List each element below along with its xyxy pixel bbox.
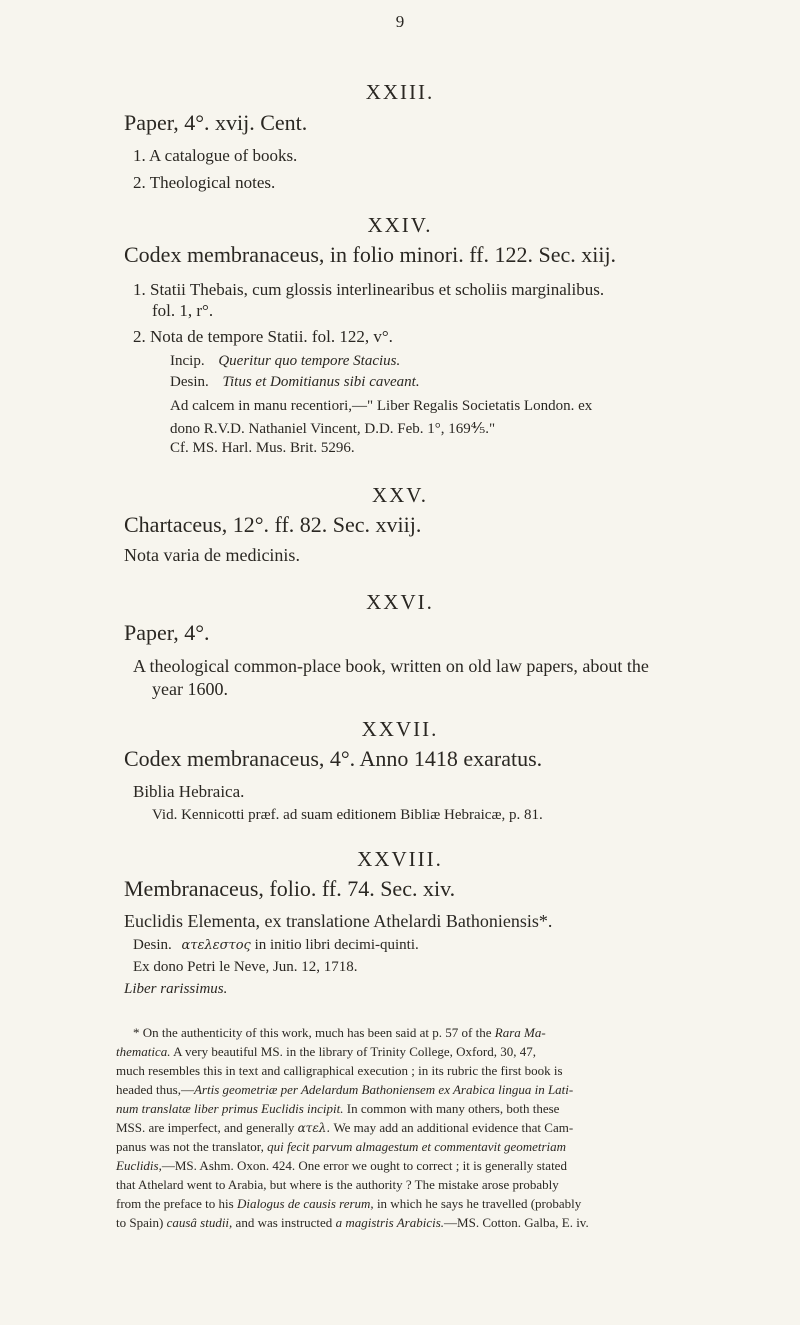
page-number: 9 bbox=[395, 12, 405, 31]
section-numeral: XXVIII. bbox=[357, 847, 443, 871]
incipit-label: Incip. bbox=[170, 353, 205, 369]
footnote-text: from the preface to his bbox=[116, 1196, 234, 1211]
desinit-line bbox=[133, 937, 419, 954]
footnote-line bbox=[116, 1101, 559, 1117]
incipit-text: Queritur quo tempore Stacius. bbox=[218, 353, 401, 369]
entry-line: year 1600. bbox=[152, 679, 228, 699]
desinit-label: Desin. bbox=[133, 937, 172, 953]
footnote-text: to Spain) bbox=[116, 1215, 164, 1230]
footnote-text: A very beautiful MS. in the library of Trinity College, Oxford, 30, 47, bbox=[173, 1044, 536, 1059]
section-heading: Codex membranaceus, 4°. Anno 1418 exaratus. bbox=[124, 746, 543, 771]
section-heading: Paper, 4°. bbox=[124, 620, 210, 645]
footnote-quote: a magistris Arabicis. bbox=[335, 1215, 445, 1230]
footnote-line: that Athelard went to Arabia, but where is the authority ? The mistake arose probably bbox=[116, 1177, 559, 1192]
entry-line: A theological common-place book, written on old law papers, about the bbox=[133, 656, 649, 676]
section-numeral: XXVII. bbox=[361, 717, 439, 741]
section-numeral: XXIV. bbox=[367, 213, 433, 237]
incipit-line bbox=[170, 353, 400, 370]
cross-reference: Cf. MS. Harl. Mus. Brit. 5296. bbox=[170, 440, 355, 456]
footnote-title: Dialogus de causis rerum, bbox=[236, 1196, 374, 1211]
entry-line: 2. Theological notes. bbox=[133, 173, 276, 192]
footnote-text: In common with many others, both these bbox=[346, 1101, 560, 1116]
section-heading: Paper, 4°. xvij. Cent. bbox=[124, 110, 308, 135]
entry-line: 2. Nota de tempore Statii. fol. 122, v°. bbox=[133, 327, 393, 346]
desinit-text: Titus et Domitianus sibi caveant. bbox=[222, 374, 420, 390]
desinit-greek: ατελεστος bbox=[181, 938, 251, 953]
donor-line: Ex dono Petri le Neve, Jun. 12, 1718. bbox=[133, 959, 358, 975]
footnote-line bbox=[133, 1025, 546, 1041]
section-numeral: XXVI. bbox=[366, 590, 434, 614]
footnote-text: panus was not the translator, bbox=[116, 1139, 264, 1154]
entry-line: Biblia Hebraica. bbox=[133, 782, 245, 801]
entry-line: Euclidis Elementa, ex translatione Athelardi Bathoniensis*. bbox=[124, 911, 553, 931]
footnote-line: much resembles this in text and calligraphical execution ; in its rubric the first book is bbox=[116, 1063, 563, 1078]
entry-line: 1. A catalogue of books. bbox=[133, 146, 298, 165]
footnote-title: Rara Ma- bbox=[494, 1025, 546, 1040]
footnote-title: thematica. bbox=[116, 1044, 171, 1059]
footnote-line bbox=[116, 1158, 567, 1174]
footnote-text: in which he says he travelled (probably bbox=[376, 1196, 582, 1211]
section-numeral: XXIII. bbox=[365, 80, 435, 104]
rarity-note: Liber rarissimus. bbox=[124, 981, 228, 997]
desinit-line bbox=[170, 374, 420, 391]
section-numeral: XXV. bbox=[371, 483, 429, 507]
footnote-text: * On the authenticity of this work, much has been said at p. 57 of the bbox=[133, 1025, 492, 1040]
note-line: Ad calcem in manu recentiori,—" Liber Regalis Societatis London. ex bbox=[170, 398, 593, 414]
entry-line: Nota varia de medicinis. bbox=[124, 545, 300, 565]
entry-line: 1. Statii Thebais, cum glossis interlinearibus et scholiis marginalibus. bbox=[133, 280, 605, 299]
footnote-quote: Euclidis, bbox=[116, 1158, 162, 1173]
footnote-text: We may add an additional evidence that Cam- bbox=[333, 1120, 574, 1135]
footnote-greek: ατελ. bbox=[297, 1121, 331, 1135]
footnote-line bbox=[116, 1139, 566, 1155]
footnote-line bbox=[116, 1196, 581, 1212]
footnote-quote: causâ studii, bbox=[166, 1215, 233, 1230]
footnote-line bbox=[116, 1082, 573, 1098]
section-heading: Membranaceus, folio. ff. 74. Sec. xiv. bbox=[124, 876, 456, 901]
section-heading: Codex membranaceus, in folio minori. ff. 122. Sec. xiij. bbox=[124, 242, 617, 267]
footnote-text: —MS. Cotton. Galba, E. iv. bbox=[444, 1215, 589, 1230]
desinit-label: Desin. bbox=[170, 374, 209, 390]
footnote-text: headed thus,— bbox=[116, 1082, 194, 1097]
note-line: dono R.V.D. Nathaniel Vincent, D.D. Feb. 1°, 169⅘." bbox=[170, 421, 496, 437]
footnote-line bbox=[116, 1215, 589, 1231]
footnote-line bbox=[116, 1120, 573, 1136]
footnote-quote: qui fecit parvum almagestum et commentavit geometriam bbox=[267, 1139, 567, 1154]
footnote-line bbox=[116, 1044, 536, 1060]
footnote-text: MSS. are imperfect, and generally bbox=[116, 1120, 295, 1135]
section-heading: Chartaceus, 12°. ff. 82. Sec. xviij. bbox=[124, 512, 422, 537]
note-line: Vid. Kennicotti præf. ad suam editionem Bibliæ Hebraicæ, p. 81. bbox=[152, 807, 543, 823]
footnote-text: —MS. Ashm. Oxon. 424. One error we ought to correct ; it is generally stated bbox=[161, 1158, 567, 1173]
footnote-text: and was instructed bbox=[235, 1215, 333, 1230]
footnote-quote: Artis geometriæ per Adelardum Bathoniensem ex Arabica lingua in Lati- bbox=[193, 1082, 574, 1097]
footnote-quote: num translatæ liber primus Euclidis incipit. bbox=[116, 1101, 344, 1116]
entry-line: fol. 1, r°. bbox=[152, 301, 214, 320]
desinit-text: in initio libri decimi-quinti. bbox=[254, 937, 419, 953]
